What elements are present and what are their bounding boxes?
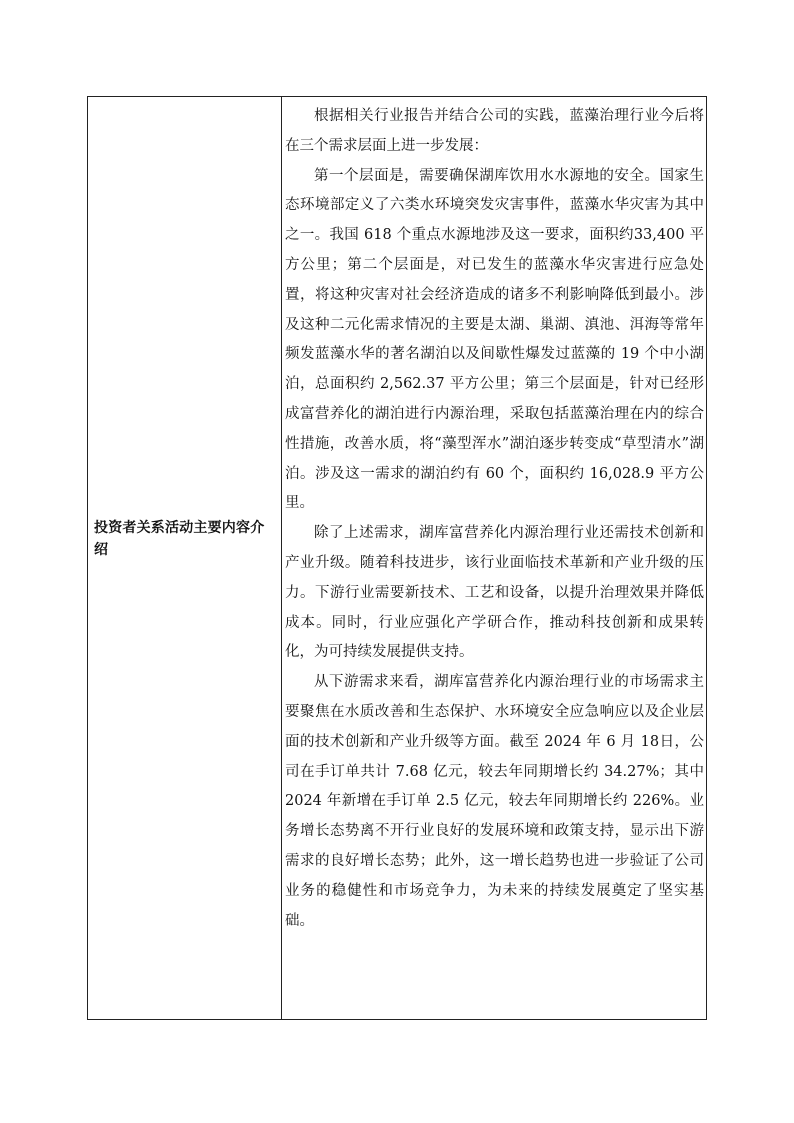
paragraph-intro: 根据相关行业报告并结合公司的实践，蓝藻治理行业今后将在三个需求层面上进一步发展：	[285, 108, 704, 154]
paragraph-tech-innovation: 除了上述需求，湖库富营养化内源治理行业还需技术创新和产业升级。随着科技进步，该行业面临技术革新和产业升级的压力。下游行业需要新技术、工艺和设备，以提升治理效果并降低成本。同时，行业应强化产学研合作，推动科技创新和成果转化，为可持续发展提供支持。	[285, 525, 704, 661]
paragraph-downstream-demand: 从下游需求来看，湖库富营养化内源治理行业的市场需求主要聚焦在水质改善和生态保护、水环境安全应急响应以及企业层面的技术创新和产业升级等方面。截至 2024 年 6 月 18日，公司在手订单共计 7.68 亿元，较去年同期增长约 34.27%；其中 2024 年新增在手订单 2.5 亿元，较去年同期增长约 226%。业务增长态势离不开行业良好的发展环境和政策支持，显示出下游需求的良好增长态势；此外，这一增长趋势也进一步验证了公司业务的稳健性和市场竞争力，为未来的持续发展奠定了坚实基础。	[285, 674, 704, 929]
label-cell	[88, 97, 282, 1019]
info-table	[87, 96, 707, 1020]
row-label: 投资者关系活动主要内容介绍	[94, 520, 265, 558]
content-cell	[282, 97, 706, 1019]
paragraph-demand-levels: 第一个层面是，需要确保湖库饮用水水源地的安全。国家生态环境部定义了六类水环境突发灾害事件，蓝藻水华灾害为其中之一。我国 618 个重点水源地涉及这一要求，面积约33,400 平方公里；第二个层面是，对已发生的蓝藻水华灾害进行应急处置，将这种灾害对社会经济造成的诸多不利影响降低到最小。涉及这种二元化需求情况的主要是太湖、巢湖、滇池、洱海等常年频发蓝藻水华的著名湖泊以及间歇性爆发过蓝藻的 19 个中小湖泊，总面积约 2,562.37 平方公里；第三个层面是，针对已经形成富营养化的湖泊进行内源治理，采取包括蓝藻治理在内的综合性措施，改善水质，将“藻型浑水”湖泊逐步转变成“草型清水”湖泊。涉及这一需求的湖泊约有 60 个，面积约 16,028.9 平方公里。	[285, 167, 704, 512]
